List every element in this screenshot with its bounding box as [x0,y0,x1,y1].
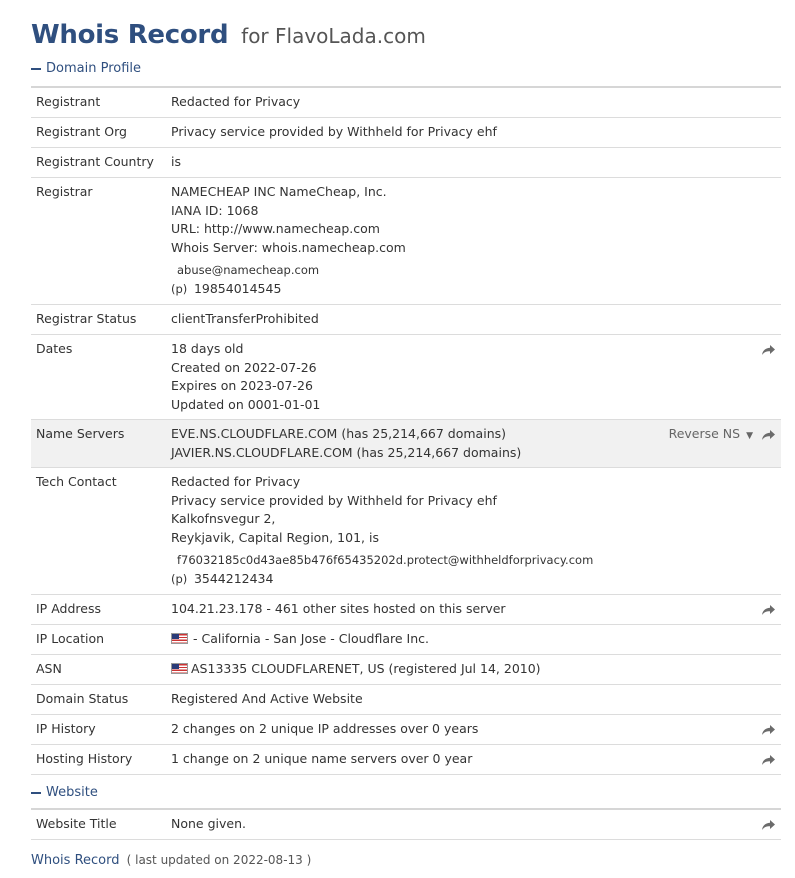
registrar-phone: 19854014545 [193,280,282,296]
tech-contact-label: Tech Contact [36,474,117,489]
ip-history-label: IP History [36,721,96,736]
registrar-value [171,183,406,298]
registrant-org-label: Registrant Org [36,124,127,139]
collapse-icon [31,792,41,794]
collapse-icon [31,68,41,70]
footer-updated: ( last updated on 2022-08-13 ) [126,853,312,867]
row-tech-contact [31,468,781,595]
phone-prefix: (p) [171,571,188,586]
page-title-main: Whois Record [31,20,229,50]
tech-contact-value [171,473,593,588]
row-asn [31,655,781,685]
share-icon[interactable] [762,428,775,439]
name-server-1: EVE.NS.CLOUDFLARE.COM (has 25,214,667 domains) [171,426,507,441]
tech-contact-name: Redacted for Privacy [171,474,301,489]
caret-down-icon: ▼ [746,431,753,441]
asn-label: ASN [36,661,62,676]
row-registrant-org [31,118,781,148]
registrant-label: Registrant [36,94,101,109]
website-toggle[interactable] [31,785,98,800]
asn-value: AS13335 CLOUDFLARENET, US (registered Jul 14, 2010) [191,661,541,676]
domain-status-value: Registered And Active Website [171,691,363,706]
footer [31,853,311,868]
us-flag-icon [171,633,188,644]
registrar-iana: IANA ID: 1068 [171,202,259,218]
tech-contact-org: Privacy service provided by Withheld for Privacy ehf [171,492,497,508]
ip-location-label: IP Location [36,631,105,646]
domain-profile-table [31,86,781,775]
domain-status-label: Domain Status [36,691,129,706]
row-dates [31,335,781,420]
domain-age: 18 days old [171,341,244,356]
created-date: Created on 2022-07-26 [171,359,317,375]
row-ip-location [31,625,781,655]
ip-address-label: IP Address [36,601,101,616]
registrant-country-label: Registrant Country [36,154,154,169]
share-icon[interactable] [762,753,775,764]
registrar-email: abuse@namecheap.com [177,263,320,277]
registrar-whois-server: Whois Server: whois.namecheap.com [171,239,406,255]
tech-contact-email: f76032185c0d43ae85b476f65435202d.protect@withheldforprivacy.com [177,553,594,567]
name-servers-value [171,425,521,462]
row-registrar [31,178,781,305]
ip-address-value: 104.21.23.178 - 461 other sites hosted on this server [171,601,506,616]
row-domain-status [31,685,781,715]
footer-title: Whois Record [31,853,120,868]
tech-contact-phone-line [171,570,593,589]
reverse-ns-label: Reverse NS [668,426,741,441]
phone-prefix: (p) [171,281,188,296]
ip-history-value: 2 changes on 2 unique IP addresses over 0 years [171,721,479,736]
page-title-domain: for FlavoLada.com [241,24,426,48]
registrant-country-value: is [171,154,181,169]
registrar-status-label: Registrar Status [36,311,137,326]
dates-label: Dates [36,341,73,356]
share-icon[interactable] [762,603,775,614]
share-icon[interactable] [762,343,775,354]
tech-contact-street: Kalkofnsvegur 2, [171,511,276,526]
hosting-history-value: 1 change on 2 unique name servers over 0 year [171,751,473,766]
row-registrant [31,88,781,118]
website-title-value: None given. [171,816,246,831]
page-title [31,14,426,51]
registrar-phone-line [171,280,406,299]
row-registrant-country [31,148,781,178]
reverse-ns-dropdown[interactable] [669,425,753,446]
row-website-title [31,810,781,840]
name-servers-label: Name Servers [36,426,125,441]
dates-value [171,340,320,414]
website-table [31,808,781,840]
registrar-label: Registrar [36,184,93,199]
name-server-2: JAVIER.NS.CLOUDFLARE.COM (has 25,214,667 domains) [171,444,522,460]
row-ip-address [31,595,781,625]
share-icon[interactable] [762,723,775,734]
registrant-value: Redacted for Privacy [171,94,301,109]
us-flag-icon [171,663,188,674]
row-hosting-history [31,745,781,775]
domain-profile-heading: Domain Profile [46,61,141,76]
row-registrar-status [31,305,781,335]
tech-contact-city: Reykjavik, Capital Region, 101, is [171,529,379,545]
registrar-url: URL: http://www.namecheap.com [171,221,380,236]
updated-date: Updated on 0001-01-01 [171,396,321,412]
registrar-status-value: clientTransferProhibited [171,311,319,326]
expires-date: Expires on 2023-07-26 [171,378,313,393]
registrant-org-value: Privacy service provided by Withheld for Privacy ehf [171,124,497,139]
registrar-name: NAMECHEAP INC NameCheap, Inc. [171,184,387,199]
share-icon[interactable] [762,818,775,829]
row-name-servers [31,420,781,468]
ip-location-value: - California - San Jose - Cloudflare Inc. [193,631,430,646]
asn-value-wrap [171,660,541,679]
ip-location-value-wrap [171,630,429,649]
tech-contact-phone: 3544212434 [193,570,274,586]
website-title-label: Website Title [36,816,117,831]
website-heading: Website [46,785,98,800]
domain-profile-toggle[interactable] [31,61,141,76]
hosting-history-label: Hosting History [36,751,133,766]
row-ip-history [31,715,781,745]
